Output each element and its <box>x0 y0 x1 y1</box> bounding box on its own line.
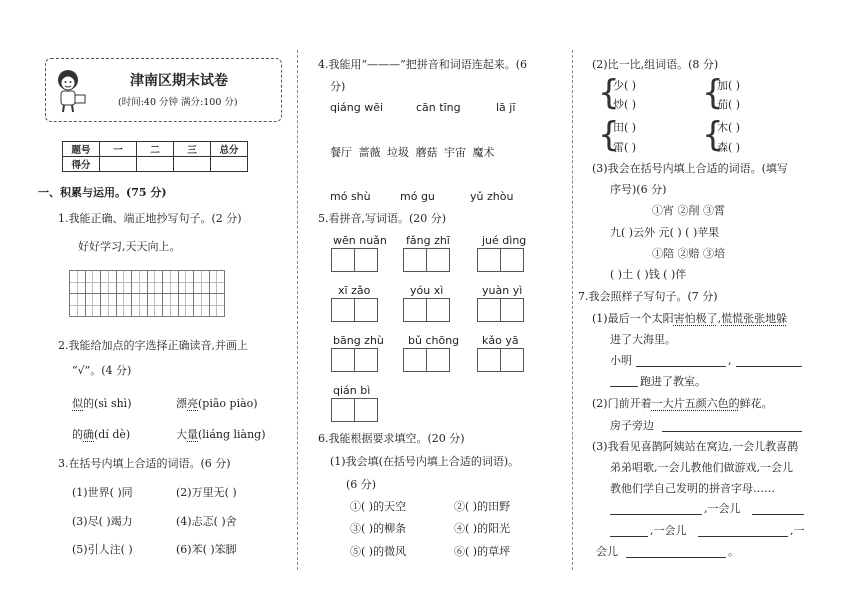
brace-icon: { <box>598 73 620 113</box>
sentence-prompt: ,一会儿 <box>704 502 741 515</box>
score-table <box>62 141 248 172</box>
char-box-pair[interactable] <box>404 348 450 372</box>
score-header: 题号 <box>63 142 100 157</box>
pinyin-label: qián bì <box>333 384 371 397</box>
sentence-prompt: 小明 <box>610 354 632 367</box>
question-4-cont: 分) <box>330 80 346 93</box>
question-7: 7.我会照样子写句子。(7 分) <box>578 290 718 303</box>
pinyin-label[interactable]: mó shù <box>330 190 371 203</box>
compare-item[interactable]: 雷( ) <box>613 141 637 154</box>
sentence-prompt: 会儿 <box>596 545 618 558</box>
char-box-pair[interactable] <box>332 248 378 272</box>
question-6-1-score: (6 分) <box>346 478 377 491</box>
options-row: ①宵 ②削 ③霄 <box>652 204 725 217</box>
pinyin-label[interactable]: qiáng wēi <box>330 101 384 114</box>
fill-item[interactable]: (4)忐忑( )舍 <box>176 515 237 528</box>
example-sentence: (1)最后一个太阳害怕极了,慌慌张张地躲 <box>592 312 788 325</box>
section-title: 一、积累与运用。(75 分) <box>38 186 167 199</box>
fill-item[interactable]: ④( )的阳光 <box>454 522 511 535</box>
answer-line[interactable] <box>610 536 648 537</box>
exam-title: 津南区期末试卷 <box>130 73 228 89</box>
score-header: 总分 <box>211 142 248 157</box>
char-box-pair[interactable] <box>332 398 378 422</box>
answer-line[interactable] <box>610 386 638 387</box>
question-2: 2.我能给加点的字选择正确读音,并画上 <box>58 339 248 352</box>
pinyin-label: yóu xì <box>410 284 444 297</box>
pinyin-label[interactable]: mó gu <box>400 190 435 203</box>
example-sentence-cont: 教他们学自己发明的拼音字母…… <box>610 482 775 495</box>
char-box-pair[interactable] <box>332 298 378 322</box>
compare-item[interactable]: 木( ) <box>717 121 741 134</box>
pinyin-label: kǎo yā <box>482 334 519 347</box>
fill-item[interactable]: (3)尽( )竭力 <box>72 515 133 528</box>
dash: ,一 <box>790 524 805 537</box>
reading-option[interactable]: 大量(liáng liàng) <box>176 428 266 441</box>
fill-item[interactable]: ①( )的天空 <box>350 500 407 513</box>
score-cell[interactable] <box>137 157 174 172</box>
period: 。 <box>728 545 739 558</box>
compare-item[interactable]: 茄( ) <box>717 98 741 111</box>
pinyin-label: bāng zhù <box>333 334 384 347</box>
fill-row[interactable]: 九( )云外 元( ) ( )苹果 <box>610 226 720 239</box>
example-sentence: (3)我看见喜鹊阿姨站在窝边,一会儿教喜鹊 <box>592 440 799 453</box>
question-1: 1.我能正确、端正地抄写句子。(2 分) <box>58 212 242 225</box>
comma: , <box>728 354 732 367</box>
answer-line[interactable] <box>752 514 804 515</box>
pinyin-label: wēn nuǎn <box>333 234 387 247</box>
question-4: 4.我能用“———”把拼音和词语连起来。(6 <box>318 58 528 71</box>
sentence-prompt: 跑进了教室。 <box>640 375 706 388</box>
score-header: 三 <box>174 142 211 157</box>
compare-item[interactable]: 加( ) <box>717 79 741 92</box>
question-6-3: (3)我会在括号内填上合适的词语。(填写 <box>592 162 788 175</box>
fill-item[interactable]: (1)世界( )同 <box>72 486 133 499</box>
char-box-pair[interactable] <box>478 298 524 322</box>
pinyin-label[interactable]: cān tīng <box>416 101 461 114</box>
pinyin-label: jué dìng <box>482 234 527 247</box>
fill-item[interactable]: ③( )的柳条 <box>350 522 407 535</box>
score-cell[interactable] <box>211 157 248 172</box>
fill-item[interactable]: ⑤( )的微风 <box>350 545 407 558</box>
score-row-label: 得分 <box>63 157 100 172</box>
brace-icon: { <box>702 73 724 113</box>
reading-option[interactable]: 的确(dí dè) <box>72 428 131 441</box>
fill-item[interactable]: (6)苯( )笨脚 <box>176 543 237 556</box>
compare-item[interactable]: 森( ) <box>717 141 741 154</box>
char-box-pair[interactable] <box>404 298 450 322</box>
question-6-3-cont: 序号)(6 分) <box>610 183 667 196</box>
reading-option[interactable]: 似的(sì shì) <box>72 397 132 410</box>
score-header: 二 <box>137 142 174 157</box>
answer-line[interactable] <box>736 366 802 367</box>
fill-item[interactable]: (2)万里无( ) <box>176 486 237 499</box>
pinyin-label[interactable]: yǔ zhòu <box>470 190 514 203</box>
column-divider <box>297 50 298 570</box>
sentence-prompt: ,一会儿 <box>650 524 687 537</box>
reading-option[interactable]: 漂亮(piāo piào) <box>176 397 258 410</box>
question-6: 6.我能根据要求填空。(20 分) <box>318 432 465 445</box>
score-cell[interactable] <box>100 157 137 172</box>
pinyin-label[interactable]: lā jī <box>496 101 516 114</box>
column-divider <box>572 50 573 570</box>
char-box-pair[interactable] <box>332 348 378 372</box>
writing-grid[interactable] <box>70 271 245 321</box>
sentence-prompt: 房子旁边 <box>610 419 654 432</box>
fill-item[interactable]: (5)引人注( ) <box>72 543 133 556</box>
question-5: 5.看拼音,写词语。(20 分) <box>318 212 447 225</box>
student-cartoon-icon <box>50 66 90 114</box>
answer-line[interactable] <box>662 431 802 432</box>
char-box-pair[interactable] <box>478 248 524 272</box>
options-row: ①陪 ②赔 ③培 <box>652 247 725 260</box>
answer-line[interactable] <box>626 557 726 558</box>
word-row[interactable]: 餐厅 蔷薇 垃圾 蘑菇 宇宙 魔术 <box>330 146 495 159</box>
char-box-pair[interactable] <box>478 348 524 372</box>
score-header: 一 <box>100 142 137 157</box>
answer-line[interactable] <box>610 514 702 515</box>
question-3: 3.在括号内填上合适的词语。(6 分) <box>58 457 231 470</box>
question-6-1: (1)我会填(在括号内填上合适的词语)。 <box>330 455 520 468</box>
pinyin-label: bǔ chōng <box>408 334 460 347</box>
brace-icon: { <box>702 115 724 155</box>
char-box-pair[interactable] <box>404 248 450 272</box>
example-sentence: (2)门前开着一大片五颜六色的鲜花。 <box>592 397 773 410</box>
fill-row[interactable]: ( )土 ( )钱 ( )伴 <box>610 268 687 281</box>
question-2-cont: “√”。(4 分) <box>72 364 132 377</box>
answer-line[interactable] <box>636 366 726 367</box>
fill-item[interactable]: ②( )的田野 <box>454 500 511 513</box>
pinyin-label: yuàn yì <box>482 284 523 297</box>
pinyin-label: fǎng zhī <box>406 234 450 247</box>
compare-item[interactable]: 田( ) <box>613 121 637 134</box>
example-sentence-cont: 弟弟唱歌,一会儿教他们做游戏,一会儿 <box>610 461 793 474</box>
answer-line[interactable] <box>698 536 788 537</box>
copy-sentence: 好好学习,天天向上。 <box>78 240 181 253</box>
compare-item[interactable]: 炒( ) <box>613 98 637 111</box>
example-sentence-cont: 进了大海里。 <box>610 333 676 346</box>
brace-icon: { <box>598 115 620 155</box>
exam-info: (时间:40 分钟 满分:100 分) <box>118 97 238 108</box>
fill-item[interactable]: ⑥( )的草坪 <box>454 545 511 558</box>
question-6-2: (2)比一比,组词语。(8 分) <box>592 58 719 71</box>
compare-item[interactable]: 少( ) <box>613 79 637 92</box>
pinyin-label: xī zǎo <box>338 284 371 297</box>
score-cell[interactable] <box>174 157 211 172</box>
